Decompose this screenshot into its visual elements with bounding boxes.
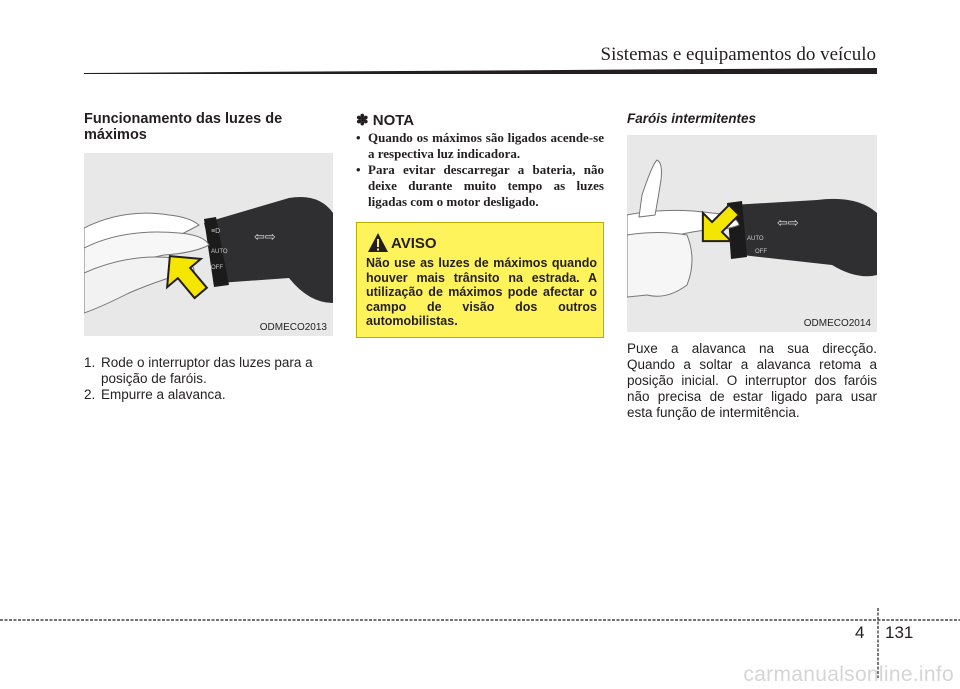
step-text: Rode o interruptor das luzes para a posição de faróis.	[101, 355, 313, 386]
lever-push-illustration	[84, 153, 333, 336]
header-rule	[84, 68, 877, 74]
list-item	[84, 387, 334, 403]
page-number: 131	[885, 623, 914, 642]
figure-flash-to-pass	[627, 135, 877, 332]
warning-title: AVISO	[391, 235, 437, 252]
running-header: Sistemas e equipamentos do veículo	[600, 44, 876, 65]
note-list	[356, 130, 604, 210]
lever-pull-illustration	[627, 135, 877, 332]
svg-text:⇦⇨: ⇦⇨	[777, 215, 799, 230]
figure-high-beam	[84, 153, 333, 336]
svg-text:AUTO: AUTO	[211, 249, 228, 255]
steps-list	[84, 355, 334, 403]
step-number: 2.	[84, 387, 96, 402]
step-text: Empurre a alavanca.	[101, 387, 226, 402]
list-item	[356, 162, 604, 210]
bullet-icon: •	[356, 130, 361, 145]
svg-text:AUTO: AUTO	[747, 236, 764, 242]
section-subheading: Faróis intermitentes	[627, 111, 757, 126]
warning-triangle-icon	[367, 232, 389, 254]
step-number: 1.	[84, 355, 96, 370]
svg-text:⇦⇨: ⇦⇨	[254, 229, 276, 244]
figure-caption: ODMECO2014	[803, 318, 871, 329]
footer-rule	[0, 619, 960, 621]
bullet-icon: •	[356, 162, 361, 177]
watermark-link[interactable]: carmanualsonline.info	[743, 663, 954, 686]
list-item	[84, 355, 334, 387]
svg-text:OFF: OFF	[211, 265, 223, 271]
svg-text:≡D: ≡D	[211, 228, 221, 235]
warning-text: Não use as luzes de máximos quando houver mais trânsito na estrada. A utilização de máximos pode afectar o campo de visão dos outros automobilistas.	[366, 256, 597, 328]
note-title: ✽ NOTA	[356, 112, 415, 129]
warning-box	[356, 222, 604, 338]
chapter-number: 4	[855, 623, 865, 642]
note-text: Quando os máximos são ligados acende-se a respectiva luz indicadora.	[368, 130, 604, 161]
section-heading: Funcionamento das luzes de máximos	[84, 111, 283, 143]
note-text: Para evitar descarregar a bateria, não deixe durante muito tempo as luzes ligadas com o motor desligado.	[368, 162, 604, 209]
body-paragraph: Puxe a alavanca na sua direcção. Quando a soltar a alavanca retoma a posição inicial. O interruptor dos faróis não precisa de estar ligado para usar esta função de intermitência.	[627, 341, 877, 420]
svg-text:OFF: OFF	[755, 249, 767, 255]
list-item	[356, 130, 604, 162]
figure-caption: ODMECO2013	[259, 322, 327, 333]
